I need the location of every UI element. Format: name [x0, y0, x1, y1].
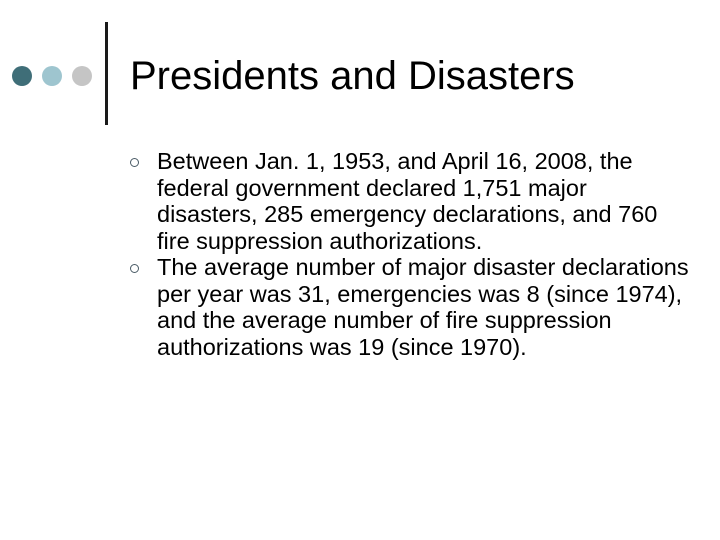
- hollow-circle-bullet-icon: [130, 264, 139, 273]
- bullet-item: [130, 148, 690, 254]
- hollow-circle-bullet-icon: [130, 158, 139, 167]
- light-blue-dot-icon: [42, 66, 62, 86]
- bullet-text: The average number of major disaster declarations per year was 31, emergencies was 8 (since 1974), and the average number of fire suppression authorizations was 19 (since 1970).: [157, 254, 689, 360]
- title-divider: [105, 22, 108, 125]
- decorative-dots: [12, 66, 96, 86]
- bullet-text: Between Jan. 1, 1953, and April 16, 2008, the federal government declared 1,751 major disasters, 285 emergency declarations, and 760 fire suppression authorizations.: [157, 148, 658, 254]
- slide-title: Presidents and Disasters: [130, 54, 575, 98]
- gray-dot-icon: [72, 66, 92, 86]
- bullet-item: [130, 254, 690, 360]
- dark-teal-dot-icon: [12, 66, 32, 86]
- bullet-list: [130, 148, 690, 360]
